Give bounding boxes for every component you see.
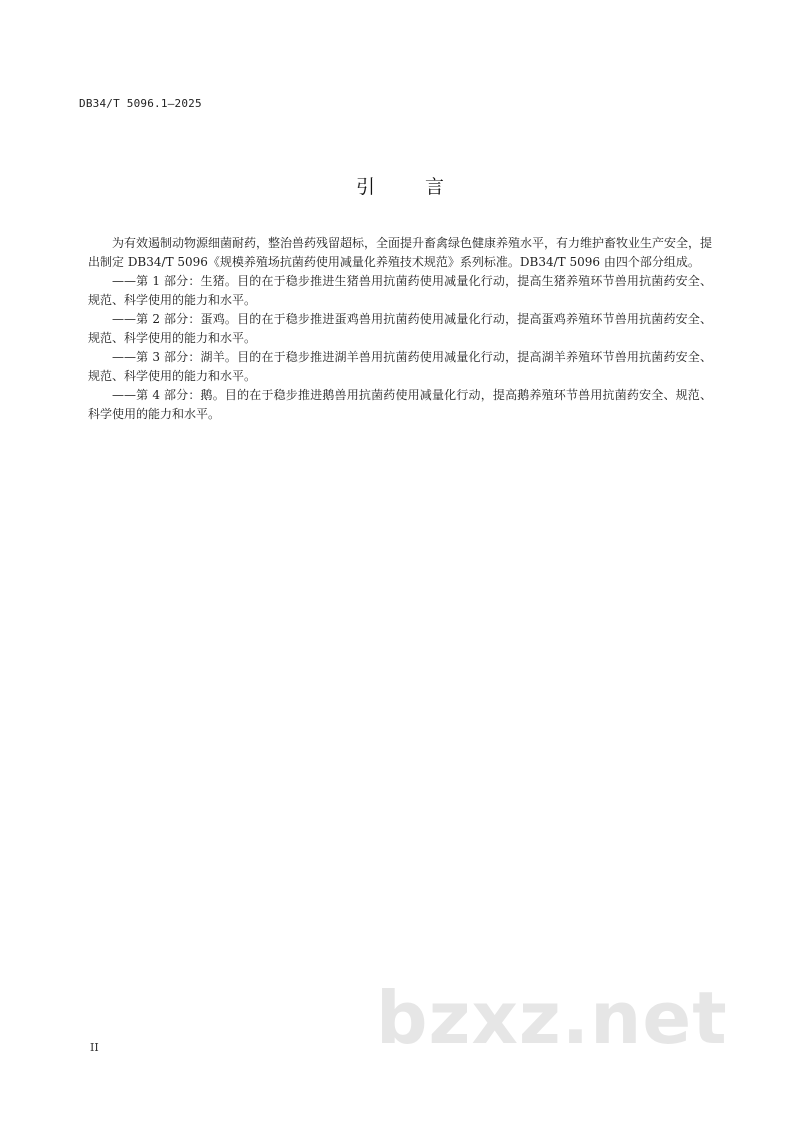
page-number: II xyxy=(90,1041,99,1054)
standard-code: DB34/T 5096.1—2025 xyxy=(79,97,202,110)
part-item-2: ——第 2 部分：蛋鸡。目的在于稳步推进蛋鸡兽用抗菌药使用减量化行动，提高蛋鸡养殖环节兽用抗菌药安全、规范、科学使用的能力和水平。 xyxy=(88,312,712,345)
part-item-4: ——第 4 部分：鹅。目的在于稳步推进鹅兽用抗菌药使用减量化行动，提高鹅养殖环节兽用抗菌药安全、规范、科学使用的能力和水平。 xyxy=(88,388,712,421)
document-body xyxy=(88,234,712,424)
page-title: 引 言 xyxy=(355,176,467,198)
part-item-3: ——第 3 部分：湖羊。目的在于稳步推进湖羊兽用抗菌药使用减量化行动，提高湖羊养殖环节兽用抗菌药安全、规范、科学使用的能力和水平。 xyxy=(88,350,712,383)
part-item-1: ——第 1 部分：生猪。目的在于稳步推进生猪兽用抗菌药使用减量化行动，提高生猪养殖环节兽用抗菌药安全、规范、科学使用的能力和水平。 xyxy=(88,274,712,307)
watermark-logo: bzxz.net xyxy=(376,976,728,1060)
intro-paragraph: 为有效遏制动物源细菌耐药，整治兽药残留超标，全面提升畜禽绿色健康养殖水平，有力维护畜牧业生产安全，提出制定 DB34/T 5096《规模养殖场抗菌药使用减量化养殖技术规范》系列标准。DB34/T 5096 由四个部分组成。 xyxy=(88,236,713,269)
